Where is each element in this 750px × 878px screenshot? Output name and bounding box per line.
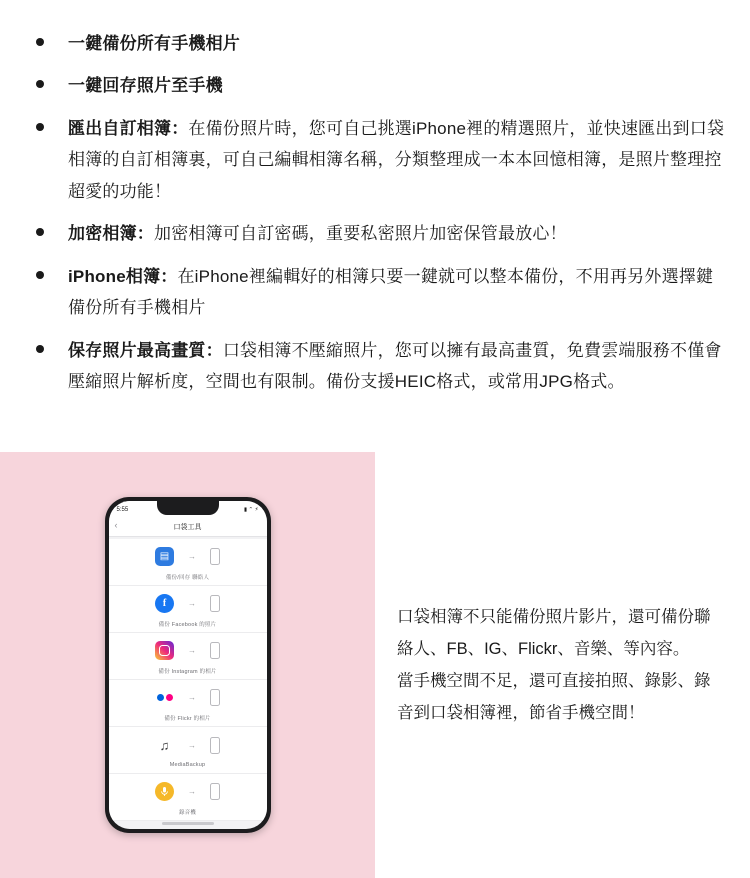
arrow-right-icon: → xyxy=(188,552,196,561)
phone-target-icon xyxy=(210,642,220,659)
phone-target-icon xyxy=(210,783,220,800)
feature-body: 口袋相簿不壓縮照片，您可以擁有最高畫質，免費雲端服務不僅會壓縮照片解析度，空間也有限制。備份支援HEIC格式，或常用JPG格式。 xyxy=(68,340,722,391)
feature-text xyxy=(68,113,728,207)
instagram-icon xyxy=(155,641,174,660)
list-item-label: 備份 Instagram 的相片 xyxy=(158,668,217,675)
microphone-icon xyxy=(155,782,174,801)
list-item-label: 備份 Facebook 的照片 xyxy=(158,621,217,628)
note-text-block xyxy=(375,601,750,730)
note-paragraph-1: 口袋相簿不只能備份照片影片，還可備份聯絡人、FB、IG、Flickr、音樂、等內容。 xyxy=(397,607,711,658)
flickr-icon xyxy=(155,688,174,707)
arrow-right-icon: → xyxy=(188,646,196,655)
list-item[interactable] xyxy=(109,586,267,633)
bottom-section xyxy=(0,452,750,878)
arrow-right-icon: → xyxy=(188,741,196,750)
phone-target-icon xyxy=(210,737,220,754)
feature-text xyxy=(68,335,728,398)
app-title: 口袋工具 xyxy=(173,523,202,531)
feature-body: 在iPhone裡編輯好的相簿只要一鍵就可以整本備份，不用再另外選擇鍵備份所有手機相片 xyxy=(68,266,714,318)
list-item xyxy=(22,218,728,249)
bullet-icon xyxy=(22,335,68,353)
feature-lead: 一鍵回存照片至手機 xyxy=(68,76,223,96)
phone-mockup xyxy=(105,497,271,833)
list-item-label: MediaBackup xyxy=(169,761,206,768)
status-time: 5:55 xyxy=(116,507,129,513)
facebook-icon: f xyxy=(155,594,174,613)
phone-screen xyxy=(109,501,267,829)
arrow-right-icon: → xyxy=(188,693,196,702)
tool-row-list xyxy=(109,537,267,821)
list-item-label: 錄音機 xyxy=(178,809,197,816)
feature-text xyxy=(68,261,728,324)
feature-text xyxy=(68,218,728,249)
app-navbar xyxy=(109,517,267,537)
phone-target-icon xyxy=(210,548,220,565)
list-item[interactable] xyxy=(109,774,267,821)
list-item xyxy=(22,261,728,324)
list-item xyxy=(22,335,728,398)
phone-notch xyxy=(157,501,219,515)
home-indicator xyxy=(162,822,214,825)
contacts-icon: ▤ xyxy=(155,547,174,566)
phone-showcase-panel xyxy=(0,452,375,878)
bullet-icon xyxy=(22,218,68,236)
phone-target-icon xyxy=(210,689,220,706)
list-item xyxy=(22,113,728,207)
arrow-right-icon: → xyxy=(188,599,196,608)
feature-lead: 匯出自訂相簿： xyxy=(68,118,189,138)
phone-target-icon xyxy=(210,595,220,612)
note-paragraph-2: 當手機空間不足，還可直接拍照、錄影、錄音到口袋相簿裡，節省手機空間！ xyxy=(397,672,711,723)
status-icons: ▮ ⌃ ⚡ xyxy=(243,507,259,513)
music-note-icon: ♫ xyxy=(155,736,174,755)
list-item[interactable] xyxy=(109,727,267,774)
feature-lead: 一鍵備份所有手機相片 xyxy=(68,34,240,53)
feature-list xyxy=(0,0,750,397)
bullet-icon xyxy=(22,28,68,46)
list-item-label: 備份/回存 聯絡人 xyxy=(165,574,210,581)
feature-body: 在備份照片時，您可自己挑選iPhone裡的精選照片，並快速匯出到口袋相簿的自訂相簿裏，可自己編輯相簿名稱，分類整理成一本本回憶相簿，是照片整理控超愛的功能！ xyxy=(68,118,725,201)
list-item[interactable] xyxy=(109,680,267,727)
feature-text xyxy=(68,70,728,101)
feature-body: 加密相簿可自訂密碼，重要私密照片加密保管最放心！ xyxy=(154,224,567,244)
list-item xyxy=(22,70,728,101)
bullet-icon xyxy=(22,113,68,131)
feature-lead: iPhone相簿： xyxy=(68,266,178,286)
arrow-right-icon: → xyxy=(188,787,196,796)
bullet-icon xyxy=(22,261,68,279)
feature-lead: 加密相簿： xyxy=(68,224,154,244)
feature-text xyxy=(68,28,728,59)
list-item xyxy=(22,28,728,59)
bullet-icon xyxy=(22,70,68,88)
list-item-label: 備份 Flickr 的相片 xyxy=(164,715,211,722)
list-item[interactable] xyxy=(109,633,267,680)
back-chevron-icon[interactable]: ‹ xyxy=(114,520,118,530)
feature-lead: 保存照片最高畫質： xyxy=(68,340,223,360)
note-panel xyxy=(375,452,750,878)
list-item[interactable] xyxy=(109,539,267,586)
